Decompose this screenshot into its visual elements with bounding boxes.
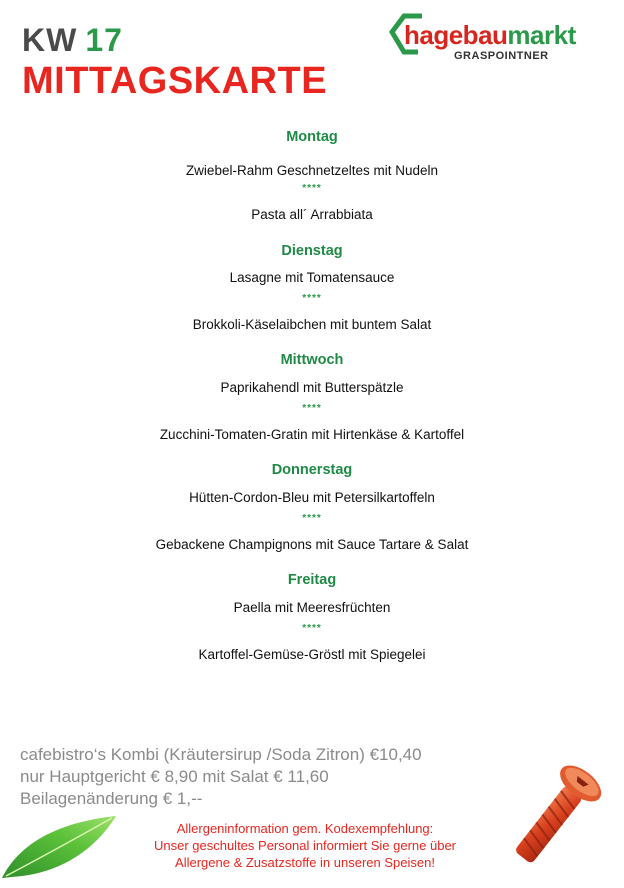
price-line-side-change: Beilagenänderung € 1,-- [20,789,203,808]
allergen-line-1: Allergeninformation gem. Kodexempfehlung: [176,821,434,836]
dish-wednesday-1: Paprikahendl mit Butterspätzle [220,380,404,395]
leaf-icon [0,812,120,882]
dish-monday-2: Pasta all´ Arrabbiata [251,207,373,222]
separator: **** [302,403,322,414]
dish-tuesday-2: Brokkoli-Käselaibchen mit buntem Salat [192,317,432,332]
page-title: MITTAGSKARTE [22,60,328,102]
logo-brand [404,22,576,48]
price-info [20,744,422,810]
week-label [22,24,123,56]
day-heading-monday: Montag [286,129,338,145]
day-heading-tuesday: Dienstag [281,243,343,259]
week-number: 17 [85,22,123,58]
dish-friday-1: Paella mit Meeresfrüchten [233,600,391,615]
dish-tuesday-1: Lasagne mit Tomatensauce [229,270,395,285]
dish-friday-2: Kartoffel-Gemüse-Gröstl mit Spiegelei [198,647,426,662]
separator: **** [302,293,322,304]
separator: **** [302,623,322,634]
logo-subtitle: GRASPOINTNER [454,50,549,62]
allergen-notice [120,820,490,871]
separator: **** [302,513,322,524]
dish-monday-1: Zwiebel-Rahm Geschnetzeltes mit Nudeln [185,163,439,178]
price-line-main: nur Hauptgericht € 8,90 mit Salat € 11,60 [20,767,329,786]
price-line-combo: cafebistro‘s Kombi (Kräutersirup /Soda Zitron) €10,40 [20,745,422,764]
day-heading-wednesday: Mittwoch [280,352,344,368]
hagebau-logo [388,12,608,64]
dish-thursday-1: Hütten-Cordon-Bleu mit Petersilkartoffeln [189,490,435,505]
screw-icon [500,752,612,878]
day-heading-friday: Freitag [287,572,337,588]
week-prefix: KW [22,22,78,58]
dish-thursday-2: Gebackene Champignons mit Sauce Tartare & Salat [155,537,469,552]
allergen-line-2: Unser geschultes Personal informiert Sie gerne über [153,838,457,853]
allergen-line-3: Allergene & Zusatzstoffe in unseren Speisen! [175,855,435,870]
separator: **** [302,183,322,194]
day-heading-thursday: Donnerstag [271,462,353,478]
dish-wednesday-2: Zucchini-Tomaten-Gratin mit Hirtenkäse & Kartoffel [159,427,465,442]
weekly-menu [0,126,624,666]
logo-brand-hagebau: hagebau [404,20,508,50]
logo-brand-markt: markt [507,20,576,50]
